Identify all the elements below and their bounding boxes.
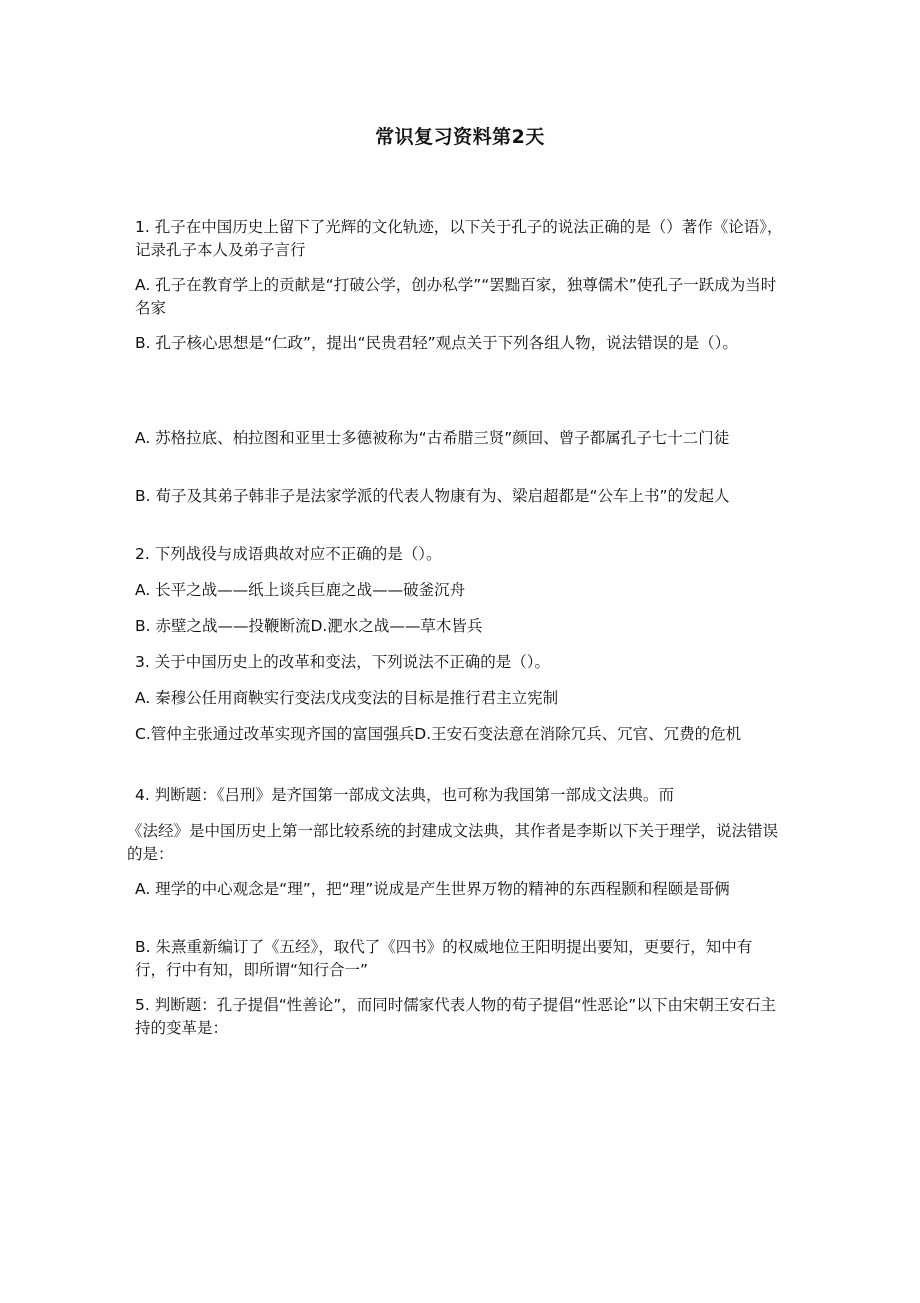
- question-4-option-a: A. 理学的中心观念是“理”，把“理”说成是产生世界万物的精神的东西程颢和程颐是哥俩: [135, 880, 730, 898]
- question-4-stem: 4. 判断题：《吕刑》是齐国第一部成文法典，也可称为我国第一部成文法典。而: [135, 786, 674, 804]
- question-1-option-a: A. 孔子在教育学上的贡献是“打破公学，创办私学”“罢黜百家，独尊儒术”使孔子一跃成为当时名家: [135, 276, 777, 317]
- question-1b-option-a: A. 苏格拉底、柏拉图和亚里士多德被称为“古希腊三贤”颜回、曾子都属孔子七十二门徒: [135, 429, 730, 447]
- question-1-stem: 1. 孔子在中国历史上留下了光辉的文化轨迹，以下关于孔子的说法正确的是（）著作《论语》，记录孔子本人及弟子言行: [135, 218, 783, 259]
- question-5-stem: 5. 判断题：孔子提倡“性善论”，而同时儒家代表人物的荀子提倡“性恶论”以下由宋朝王安石主持的变革是：: [135, 996, 776, 1037]
- question-1-option-b: B. 孔子核心思想是“仁政”，提出“民贵君轻”观点关于下列各组人物，说法错误的是（）。: [135, 334, 738, 352]
- question-2-stem: 2. 下列战役与成语典故对应不正确的是（）。: [135, 545, 442, 563]
- question-3-option-a: A. 秦穆公任用商鞅实行变法戊戌变法的目标是推行君主立宪制: [135, 689, 559, 707]
- question-2-option-a: A. 长平之战——纸上谈兵巨鹿之战——破釜沉舟: [135, 581, 466, 599]
- question-4-option-b: B. 朱熹重新编订了《五经》，取代了《四书》的权威地位王阳明提出要知，更要行，知中有行，行中有知，即所谓“知行合一”: [135, 938, 753, 979]
- question-2-option-b: B. 赤壁之战——投鞭断流D.淝水之战——草木皆兵: [135, 617, 483, 635]
- question-3-stem: 3. 关于中国历史上的改革和变法，下列说法不正确的是（）。: [135, 653, 550, 671]
- page-title: 常识复习资料第2天: [375, 126, 545, 148]
- question-4-continuation: 《法经》是中国历史上第一部比较系统的封建成文法典，其作者是李斯以下关于理学，说法错误的是：: [127, 822, 779, 863]
- question-3-option-c: C.管仲主张通过改革实现齐国的富国强兵D.王安石变法意在消除冗兵、冗官、冗费的危机: [135, 725, 742, 743]
- question-1b-option-b: B. 荀子及其弟子韩非子是法家学派的代表人物康有为、梁启超都是“公车上书”的发起人: [135, 487, 730, 505]
